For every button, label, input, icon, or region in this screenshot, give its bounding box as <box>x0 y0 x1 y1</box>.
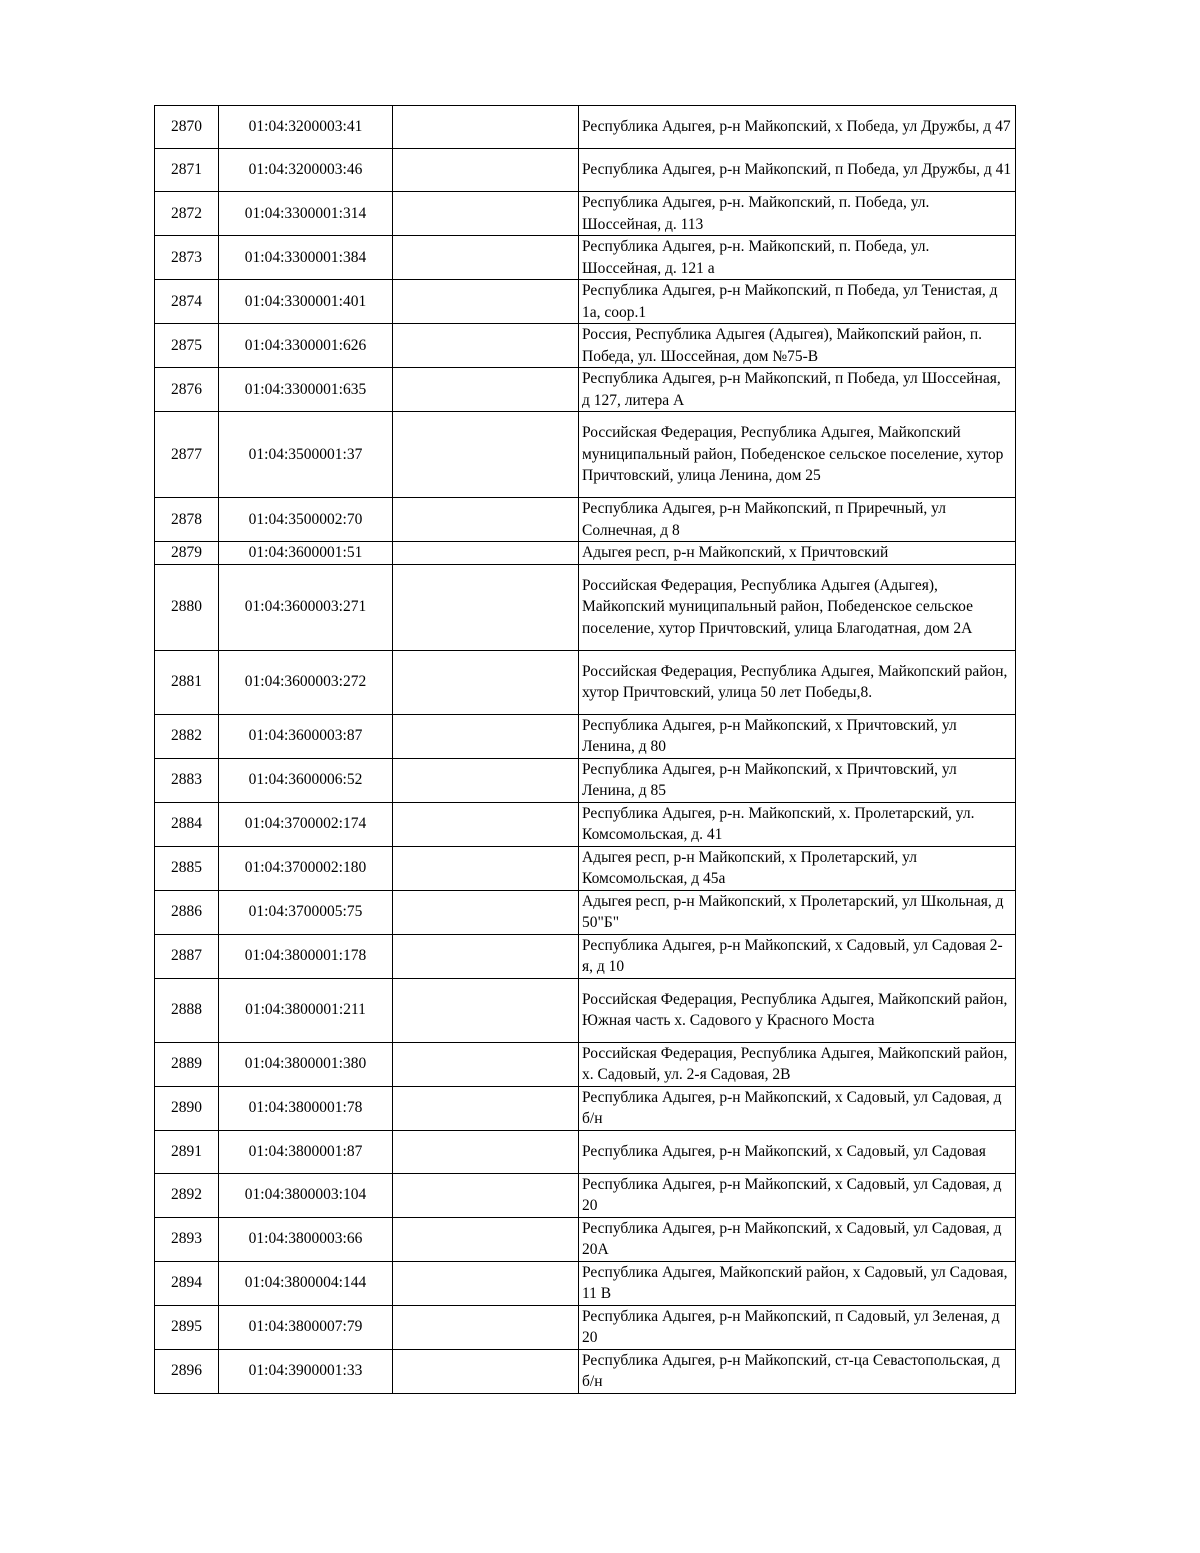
cadastral-number: 01:04:3600003:87 <box>219 714 393 758</box>
address-cell: Республика Адыгея, р-н Майкопский, п Победа, ул Шоссейная, д 127, литера А <box>579 368 1016 412</box>
empty-cell <box>393 192 579 236</box>
cadastral-number: 01:04:3800001:380 <box>219 1042 393 1086</box>
cadastral-number: 01:04:3800001:78 <box>219 1086 393 1130</box>
address-cell: Российская Федерация, Республика Адыгея, Майкопский район, х. Садовый, ул. 2-я Садовая, 2В <box>579 1042 1016 1086</box>
empty-cell <box>393 498 579 542</box>
table-row <box>155 1042 1016 1086</box>
empty-cell <box>393 758 579 802</box>
table-row <box>155 192 1016 236</box>
table-row <box>155 1261 1016 1305</box>
empty-cell <box>393 149 579 192</box>
empty-cell <box>393 542 579 565</box>
empty-cell <box>393 412 579 498</box>
address-cell: Республика Адыгея, р-н Майкопский, х Садовый, ул Садовая <box>579 1130 1016 1173</box>
address-cell: Российская Федерация, Республика Адыгея, Майкопский район, хутор Причтовский, улица 50 лет Победы,8. <box>579 650 1016 714</box>
cadastral-number: 01:04:3700002:180 <box>219 846 393 890</box>
address-cell: Республика Адыгея, р-н Майкопский, х Причтовский, ул Ленина, д 85 <box>579 758 1016 802</box>
table-row <box>155 368 1016 412</box>
address-cell: Республика Адыгея, р-н. Майкопский, п. Победа, ул. Шоссейная, д. 121 а <box>579 236 1016 280</box>
cadastral-number: 01:04:3500002:70 <box>219 498 393 542</box>
cadastral-number: 01:04:3600003:272 <box>219 650 393 714</box>
table-row <box>155 498 1016 542</box>
cadastral-number: 01:04:3800003:104 <box>219 1173 393 1217</box>
empty-cell <box>393 1349 579 1393</box>
cadastral-number: 01:04:3800004:144 <box>219 1261 393 1305</box>
table-row <box>155 890 1016 934</box>
address-cell: Республика Адыгея, р-н Майкопский, х Садовый, ул Садовая, д 20 <box>579 1173 1016 1217</box>
empty-cell <box>393 1173 579 1217</box>
address-cell: Республика Адыгея, р-н Майкопский, п Победа, ул Тенистая, д 1а, соор.1 <box>579 280 1016 324</box>
row-number: 2870 <box>155 106 219 149</box>
address-cell: Российская Федерация, Республика Адыгея, Майкопский муниципальный район, Победенское сельское поселение, хутор Причтовский, улица Ленина, дом 25 <box>579 412 1016 498</box>
empty-cell <box>393 1086 579 1130</box>
empty-cell <box>393 978 579 1042</box>
row-number: 2872 <box>155 192 219 236</box>
row-number: 2886 <box>155 890 219 934</box>
address-cell: Россия, Республика Адыгея (Адыгея), Майкопский район, п. Победа, ул. Шоссейная, дом №75-В <box>579 324 1016 368</box>
cadastral-number: 01:04:3800001:178 <box>219 934 393 978</box>
address-cell: Адыгея респ, р-н Майкопский, х Пролетарский, ул Комсомольская, д 45а <box>579 846 1016 890</box>
row-number: 2880 <box>155 564 219 650</box>
row-number: 2876 <box>155 368 219 412</box>
row-number: 2887 <box>155 934 219 978</box>
address-cell: Республика Адыгея, р-н Майкопский, х Садовый, ул Садовая 2-я, д 10 <box>579 934 1016 978</box>
empty-cell <box>393 650 579 714</box>
empty-cell <box>393 1130 579 1173</box>
table-row <box>155 650 1016 714</box>
cadastral-number: 01:04:3900001:33 <box>219 1349 393 1393</box>
cadastral-number: 01:04:3300001:626 <box>219 324 393 368</box>
empty-cell <box>393 236 579 280</box>
cadastral-number: 01:04:3700002:174 <box>219 802 393 846</box>
empty-cell <box>393 1217 579 1261</box>
row-number: 2877 <box>155 412 219 498</box>
row-number: 2873 <box>155 236 219 280</box>
cadastral-number: 01:04:3800003:66 <box>219 1217 393 1261</box>
empty-cell <box>393 106 579 149</box>
row-number: 2874 <box>155 280 219 324</box>
row-number: 2896 <box>155 1349 219 1393</box>
empty-cell <box>393 802 579 846</box>
table-row <box>155 934 1016 978</box>
cadastral-number: 01:04:3200003:46 <box>219 149 393 192</box>
table-row <box>155 1305 1016 1349</box>
empty-cell <box>393 890 579 934</box>
empty-cell <box>393 934 579 978</box>
cadastral-number: 01:04:3800001:211 <box>219 978 393 1042</box>
address-cell: Республика Адыгея, р-н Майкопский, п Приречный, ул Солнечная, д 8 <box>579 498 1016 542</box>
table-row <box>155 324 1016 368</box>
cadastral-number: 01:04:3600001:51 <box>219 542 393 565</box>
table-row <box>155 236 1016 280</box>
address-cell: Республика Адыгея, р-н Майкопский, п Победа, ул Дружбы, д 41 <box>579 149 1016 192</box>
table-row <box>155 412 1016 498</box>
table-row <box>155 149 1016 192</box>
table-row <box>155 1173 1016 1217</box>
empty-cell <box>393 714 579 758</box>
row-number: 2895 <box>155 1305 219 1349</box>
row-number: 2883 <box>155 758 219 802</box>
address-cell: Адыгея респ, р-н Майкопский, х Пролетарский, ул Школьная, д 50"Б" <box>579 890 1016 934</box>
table-row <box>155 1086 1016 1130</box>
address-cell: Республика Адыгея, р-н Майкопский, х Садовый, ул Садовая, д 20А <box>579 1217 1016 1261</box>
cadastral-number: 01:04:3500001:37 <box>219 412 393 498</box>
cadastral-number: 01:04:3700005:75 <box>219 890 393 934</box>
row-number: 2881 <box>155 650 219 714</box>
table-row <box>155 758 1016 802</box>
empty-cell <box>393 1261 579 1305</box>
table-row <box>155 1130 1016 1173</box>
cadastral-number: 01:04:3600003:271 <box>219 564 393 650</box>
cadastral-number: 01:04:3300001:384 <box>219 236 393 280</box>
row-number: 2871 <box>155 149 219 192</box>
table-row <box>155 978 1016 1042</box>
cadastral-number: 01:04:3300001:401 <box>219 280 393 324</box>
row-number: 2891 <box>155 1130 219 1173</box>
empty-cell <box>393 846 579 890</box>
empty-cell <box>393 280 579 324</box>
table-row <box>155 1217 1016 1261</box>
cadastral-number: 01:04:3300001:314 <box>219 192 393 236</box>
row-number: 2884 <box>155 802 219 846</box>
address-cell: Республика Адыгея, р-н Майкопский, п Садовый, ул Зеленая, д 20 <box>579 1305 1016 1349</box>
row-number: 2893 <box>155 1217 219 1261</box>
table-row <box>155 802 1016 846</box>
table-row <box>155 1349 1016 1393</box>
row-number: 2879 <box>155 542 219 565</box>
address-cell: Республика Адыгея, р-н. Майкопский, п. Победа, ул. Шоссейная, д. 113 <box>579 192 1016 236</box>
empty-cell <box>393 368 579 412</box>
cadastral-number: 01:04:3600006:52 <box>219 758 393 802</box>
cadastral-number: 01:04:3800007:79 <box>219 1305 393 1349</box>
address-cell: Российская Федерация, Республика Адыгея, Майкопский район, Южная часть х. Садового у Красного Моста <box>579 978 1016 1042</box>
row-number: 2875 <box>155 324 219 368</box>
row-number: 2894 <box>155 1261 219 1305</box>
table-row <box>155 846 1016 890</box>
row-number: 2890 <box>155 1086 219 1130</box>
table-row <box>155 106 1016 149</box>
address-cell: Республика Адыгея, р-н Майкопский, х Садовый, ул Садовая, д б/н <box>579 1086 1016 1130</box>
address-cell: Республика Адыгея, р-н Майкопский, х Победа, ул Дружбы, д 47 <box>579 106 1016 149</box>
table-row <box>155 564 1016 650</box>
table-row <box>155 280 1016 324</box>
empty-cell <box>393 324 579 368</box>
empty-cell <box>393 1305 579 1349</box>
address-cell: Республика Адыгея, р-н. Майкопский, х. Пролетарский, ул. Комсомольская, д. 41 <box>579 802 1016 846</box>
row-number: 2888 <box>155 978 219 1042</box>
row-number: 2892 <box>155 1173 219 1217</box>
address-cell: Республика Адыгея, р-н Майкопский, х Причтовский, ул Ленина, д 80 <box>579 714 1016 758</box>
row-number: 2885 <box>155 846 219 890</box>
empty-cell <box>393 1042 579 1086</box>
empty-cell <box>393 564 579 650</box>
row-number: 2878 <box>155 498 219 542</box>
row-number: 2889 <box>155 1042 219 1086</box>
table-body <box>155 106 1016 1394</box>
cadastral-number: 01:04:3800001:87 <box>219 1130 393 1173</box>
address-cell: Адыгея респ, р-н Майкопский, х Причтовский <box>579 542 1016 565</box>
row-number: 2882 <box>155 714 219 758</box>
cadastral-number: 01:04:3300001:635 <box>219 368 393 412</box>
cadastral-table <box>154 105 1016 1394</box>
table-row <box>155 714 1016 758</box>
address-cell: Республика Адыгея, Майкопский район, х Садовый, ул Садовая, 11 В <box>579 1261 1016 1305</box>
address-cell: Российская Федерация, Республика Адыгея (Адыгея), Майкопский муниципальный район, Победенское сельское поселение, хутор Причтовский, улица Благодатная, дом 2А <box>579 564 1016 650</box>
address-cell: Республика Адыгея, р-н Майкопский, ст-ца Севастопольская, д б/н <box>579 1349 1016 1393</box>
cadastral-number: 01:04:3200003:41 <box>219 106 393 149</box>
table-row <box>155 542 1016 565</box>
